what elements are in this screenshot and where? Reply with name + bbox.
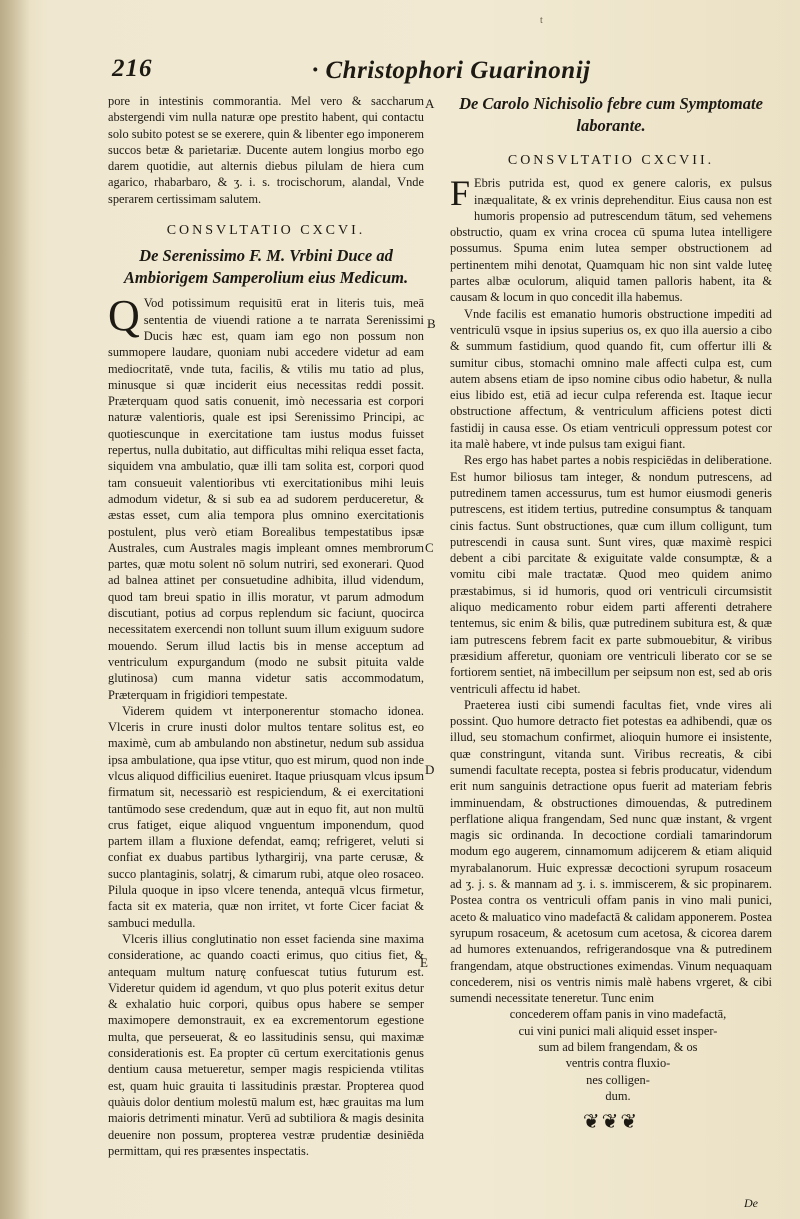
page-number: 216 (112, 55, 153, 82)
closing-line-6: dum. (605, 1088, 631, 1103)
binding-shadow (0, 0, 30, 1219)
left-column (108, 93, 424, 1159)
top-mark: t (540, 15, 543, 26)
consultation-heading-197: CONSVLTATIO CXCVII. (507, 153, 715, 168)
closing-line-3: sum ad bilem frangendam, & os (538, 1040, 698, 1055)
margin-letter-b: B (427, 316, 436, 331)
right-column (450, 93, 772, 1134)
right-paragraph-3: Res ergo has habet partes a nobis respiciēdas in deliberatione. Est humor biliosus tam integer, & nondum putrescens, ad putredinem tamen accessurus, tum est humor eiusmodi generis putrescens, est itidem tertius, putredine consumptus & tanquam cinis factus. Sunt obstructiones, quæ cum illum colligunt, tum putrescendi in causa sunt. Sunt vires, quæ maximè respici debent a cibi parcitate & exiguitate valde consumptæ, & a vomitu cibi male tractatæ. Quod meo quidem animo præstabimus, si id humoris, quod ori ventriculi circumsistit aliquo medicamento robur eidem parti afferenti detrahere tentemus, sic enim & bilis, quæ putredinem subitura est, & quæ iam putrescens febrem facit ex parte submouebitur, & viribus præsidium afferetur, quoniam ore ventriculi liberato cor se se fortiorem sentiet, nā imbecillum per seipsum non est, sed ab oris ventriculi affectu id habet. (450, 453, 772, 696)
margin-letter-d: D (425, 762, 435, 777)
dropcap-q: Q (108, 291, 140, 341)
margin-letter-a: A (425, 96, 435, 111)
running-head: · Christophori Guarinonij (312, 57, 591, 84)
right-paragraph-1 (450, 175, 772, 305)
margin-letter-c: C (425, 540, 434, 555)
ornament-icon: ❦❦❦ (582, 1111, 640, 1134)
catchword: De (744, 1196, 758, 1210)
left-intro-paragraph: pore in intestinis commorantia. Mel vero & saccharum abstergendi vim nulla naturæ ope prestito habent, qui contactu solo subito potest se se exerere, quin & libenter ego imponerem succos betæ & parietariæ. Ducente autem longius morbo ego darem quotidie, aut alternis diebus pilulam de hiera cum agarico, rhabarbaro, & ʒ. i. s. trocischorum, alandal, Vnde sperarem certissimam salutem. (108, 94, 424, 206)
consultation-title-197: De Carolo Nichisolio febre cum Symptomate laborante. (459, 94, 763, 135)
right-paragraph-1-text: Ebris putrida est, quod ex genere caloris, ex pulsus inæqualitate, & ex vrinis deprehenditur. Eius causa non est humoris propensio ad putrescendum tātum, sed vehemens obstructio, quam ex vrina crocea cū spuma lutea intelligere possumus. Spuma enim lutea semper obstructionem ad pertinentem mihi denotat, Quamquam hic non sint valde luteę partes albæ oculorum, aliquid tamen palloris habent, ita & causam & locum in quo concedit illa habemus. (450, 176, 772, 305)
consultation-title-196: De Serenissimo F. M. Vrbini Duce ad Ambiorigem Samperolium eius Medicum. (123, 246, 409, 288)
left-paragraph-2: Viderem quidem vt interponerentur stomacho idonea. Vlceris in crure inusti dolor multos tentare solitus est, eo maximè, cum ab ambulando non abstinetur, nedum sub assidua ipsa ambulatione, qua ipse vtitur, quo est mirum, quod non inde vlcus aliquod difficilius eueniret. Itaque priusquam vlcus ipsum firmatum sit, necessariò est respiciendum, & ei exercitationi tantūmodo sese credendum, quæ aut in equo fit, aut non multū crus fatiget, eique aliquod vnguentum imponendum, quod partem illam a fluxione defendat, eamq; refrigeret, veluti si confiat ex duabus partibus lythargirij, vna parte cerusæ, & succo plantaginis, solatrj, & cimarum rubi, atque oleo rosaceo. Pilula quoque in ipso vlcere tenenda, antequā vlcus firmetur, facta sit ex materia, quæ non irritet, vt forte Cicer faciat & sambuci medulla. (108, 703, 424, 930)
margin-letter-e: E (420, 955, 428, 970)
right-paragraph-4: Praeterea iusti cibi sumendi facultas fiet, vnde vires ali possint. Quo humore detracto fiet potestas ea adhibendi, quæ os illud, seu stomachum confirmet, alioquin humore ei insistente, quæ constringunt, vitanda sunt. Viribus recreatis, & cibi sumendi facultate recepta, postea si febris producatur, videndum erit num sanguinis detractione opus fuerit ad materiam febris imminuendam, & obstructiones dimouendas, & putredinem perflatione aliqua frangendam, Sed nunc quæ instant, & vrgent magis sic ordinanda. In decoctione cordiali tamarindorum modum ego augerem, cinnamomum adijcerem & etiam aliquid myrabalanorum. Huic expressæ decoctioni syrupum rosaceum ad ʒ. j. s. & mannam ad ʒ. i. s. immiscerem, & sic propinarem. Postea contra os ventriculi offam panis in vino mali punici, aceto & maluatico vino madefactā & calidam apponerem. Postea syrupum rosaceum, & acetosum cum acetosa, & cicorea darem ad humores extenuandos, refrigerandosque vna & putredinem frangendam, atque obstructiones eximendas. Vinum nequaquam concederem, nisi os ventris nimis malè habens vrgeret, & cibi sumendi necessitate teneretur. Tunc enim (450, 697, 772, 1006)
left-paragraph-3: Vlceris illius conglutinatio non esset facienda sine maxima consideratione, ac quando coacti erimus, quo citius fiet, & antequam multum naturę confuescat tutius futurum est. Videretur quidem id agendum, vt quo plus poterit exitus detur & exhalatio huic corpori, quibus opus habere se semper maximopere demonstrauit, ex ea excrementorum egestione multa, que perseuerat, & eo lassitudinis sensu, qui maximæ considerationis est. Ea propter cū certum exercitationis genus dentium causa metueretur, semper magis respicienda vtilitas est, quam huic grauita ti lassitudinis præstar. Propterea quod quàuis dolor dentium molestū malum est, hæc grauitas ma lum maioris detrimenti minatur. Verū ad subtiliora & magis desinita deuenire non possum, propterea vestræ prudentiæ desiniēda permittam, qui res præsentes inspectatis. (108, 931, 424, 1158)
left-paragraph-1-text: Vod potissimum requisitū erat in literis tuis, meā sententia de viuendi ratione a te narrata Serenissimi Ducis hæc est, quam iam ego non possum non summopere laudare, quoniam nubi accedere videtur ad eam mediocritatē, vnde tuta, facilis, & vtilis mu tatio ad plus, minusque si quæ inciderit eius necessitas reddi possit. Præterquam quod satis conuenit, imò necessaria est corpori naturæ valentioris, quale est ipsi Serenissimo Principi, ac quotiescunque in exercitatione tam iustus modus fuisset repertus, nulla dubitatio, aut difficultas mihi reliqua esset facta, siquidem vna ambulatio, quæ illi tam solita est, corpori quod tam consueuit valentioribus vti exercitationibus mihi leuis admodum videtur, & si sub ea ad sudorem perduceretur, & æstas esset, cum alia tempora plus omnino exercitationis postulent, plus verò etiam Borealibus tempestatibus ipsæ Australes, cum Australes magis impleant omnes membrorum partes, quæ motu solent nō solum nutriri, sed exonerari. Quod ad balnea attinet per consuetudine adhibita, illud videndum, quod tam breui spatio in illis moratur, vt parum admodum discutiant, potius ad corpus replendum sic faciunt, quocirca necessitatem exercendi non tollunt suum illum exiguum sudore mouendo. Serum illud lactis bis in mense acceptum ad ventriculum expurgandum (modo ne subsit pituita valde glutinosa) cum manna videtur satis accommodatum, Præterquam in frigidiori tempestate. (108, 296, 424, 702)
closing-line-5: nes colligen- (586, 1072, 650, 1087)
page-header (112, 55, 772, 95)
consultation-heading-196: CONSVLTATIO CXCVI. (166, 223, 366, 239)
closing-line-4: ventris contra fluxio- (565, 1056, 671, 1071)
dropcap-f: F (450, 173, 471, 214)
left-paragraph-1 (108, 291, 424, 702)
closing-line-2: cui vini punici mali aliquid esset insper- (518, 1023, 718, 1038)
right-paragraph-2: Vnde facilis est emanatio humoris obstructione impediti ad ventriculū vsque in ipsius superius os, ex quo illa auersio a cibo & summum fastidium, quod quando fit, cum offertur illi & sumitur cibus, stomachi omnino male affecti culpa est, cum autem absens etiam de ipso nomine cibus odio habetur, & nulla eius libido est, etiā ad iecur culpa referenda est. Itaque iecur obstructione affectum, & ventriculum afficiens potest dicti fastidij in causa esse. Os etiam ventriculi oppressum potest cor ita malè habere, vt inde pulsus tam exigui fiant. (450, 306, 772, 452)
closing-line-1: concederem offam panis in vino madefactā, (509, 1007, 727, 1022)
